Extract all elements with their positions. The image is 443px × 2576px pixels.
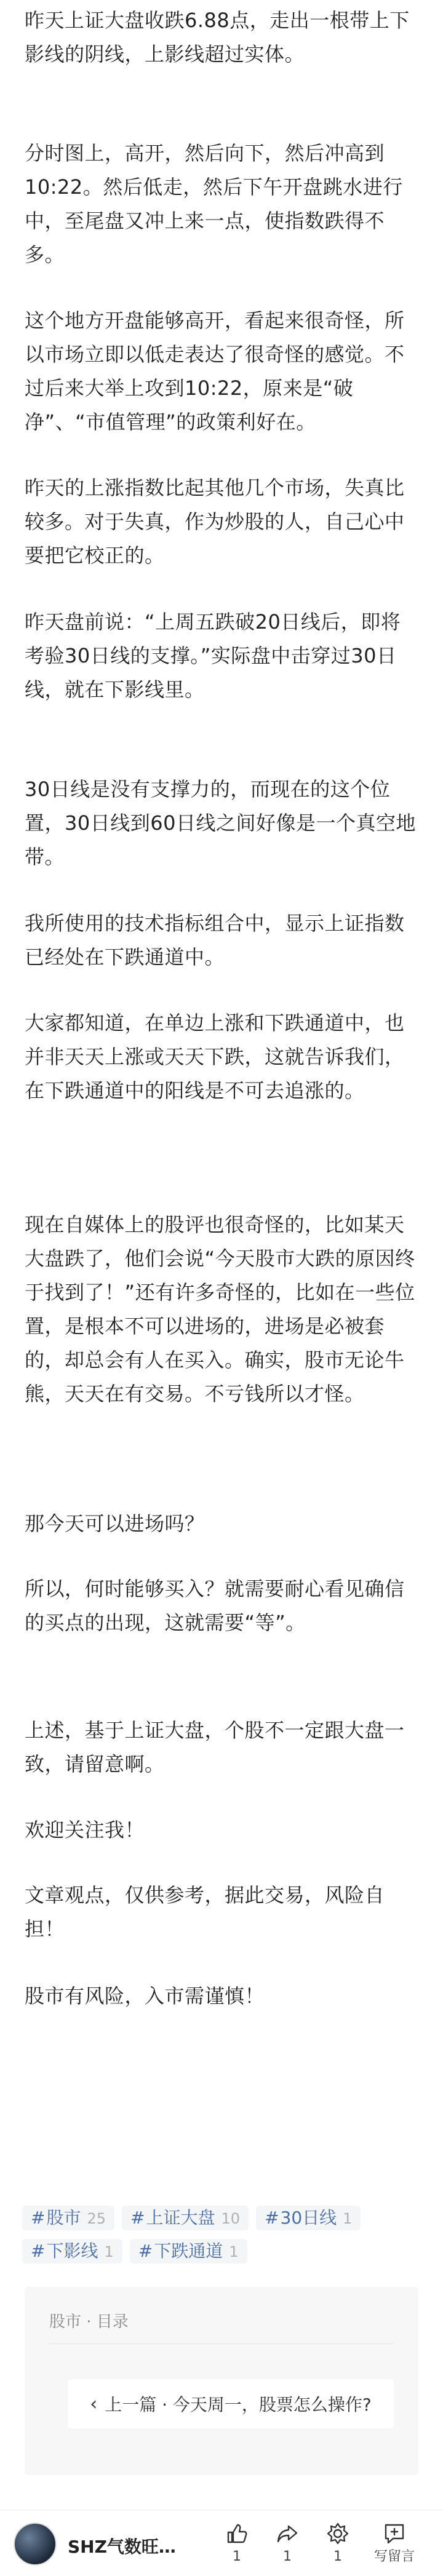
comment-icon	[382, 2521, 407, 2546]
tag-count: 1	[343, 2210, 353, 2227]
gift-button[interactable]	[316, 2521, 359, 2564]
paragraph: 所以，何时能够买入？就需要耐心看见确信的买点的出现，这就需要“等”。	[25, 1577, 405, 1634]
paragraph: 昨天盘前说：“上周五跌破20日线后，即将考验30日线的支撑。”实际盘中击穿过30日线，就在下影线里。	[25, 610, 401, 701]
tag-label: 上证大盘	[146, 2208, 215, 2228]
tag-chip[interactable]: # 下跌通道 1	[130, 2239, 247, 2264]
author-name[interactable]: SHZ气数旺…	[68, 2537, 176, 2557]
gift-icon	[325, 2521, 350, 2546]
avatar[interactable]	[14, 2522, 57, 2566]
paragraph: 我所使用的技术指标组合中，显示上证指数已经处在下跌通道中。	[25, 912, 405, 969]
paragraph: 上述，基于上证大盘，个股不一定跟大盘一致，请留意啊。	[25, 1719, 405, 1776]
tag-chip[interactable]: # 上证大盘 10	[122, 2206, 249, 2230]
previous-article-link[interactable]	[68, 2379, 394, 2428]
tag-count: 10	[221, 2210, 241, 2227]
previous-article-label: 上一篇 · 今天周一，股票怎么操作?	[105, 2395, 372, 2415]
paragraph: 这个地方开盘能够高开，看起来很奇怪，所以市场立即以低走表达了很奇怪的感觉。不过后来大举上攻到10:22，原来是“破净”、“市值管理”的政策利好在。	[25, 309, 405, 434]
comment-button[interactable]	[367, 2521, 422, 2564]
paragraph: 昨天上证大盘收跌6.88点，走出一根带上下影线的阴线，上影线超过实体。	[25, 9, 410, 66]
bottom-action-bar	[0, 2510, 443, 2576]
tag-label: 股市	[46, 2208, 81, 2228]
like-button[interactable]	[215, 2521, 258, 2564]
like-count: 1	[233, 2549, 241, 2564]
share-button[interactable]	[266, 2521, 309, 2564]
gift-count: 1	[333, 2549, 342, 2564]
chevron-left-icon: ‹	[90, 2393, 98, 2415]
tag-label: 30日线	[280, 2208, 337, 2228]
paragraph: 那今天可以进场吗？	[25, 1512, 205, 1535]
divider	[49, 2343, 394, 2344]
tag-chip[interactable]: # 30日线 1	[256, 2206, 361, 2230]
paragraph: 大家都知道，在单边上涨和下跌通道中，也并非天天上涨或天天下跌，这就告诉我们，在下跌通道中的阳线是不可去追涨的。	[25, 1011, 405, 1102]
series-toc	[25, 2287, 418, 2475]
tag-chip[interactable]: # 下影线 1	[22, 2239, 122, 2264]
share-icon	[275, 2521, 300, 2546]
paragraph: 现在自媒体上的股评也很奇怪的，比如某天大盘跌了，他们会说“今天股市大跌的原因终于找到了！”还有许多奇怪的，比如在一些位置，是根本不可以进场的，进场是必被套的，却总会有人在买入。确实，股市无论牛熊，天天在有交易。不亏钱所以才怪。	[25, 1213, 415, 1405]
tag-count: 1	[229, 2243, 239, 2260]
paragraph: 30日线是没有支撑力的，而现在的这个位置，30日线到60日线之间好像是一个真空地带。	[25, 777, 416, 869]
paragraph: 股市有风险，入市需谨慎！	[25, 1984, 265, 2008]
share-count: 1	[283, 2549, 292, 2564]
paragraph: 欢迎关注我！	[25, 1818, 145, 1842]
tag-count: 1	[104, 2243, 114, 2260]
paragraph: 分时图上，高开，然后向下，然后冲高到10:22。然后低走，然后下午开盘跳水进行中，至尾盘又冲上来一点，使指数跌得不多。	[25, 141, 403, 266]
paragraph: 文章观点，仅供参考，据此交易，风险自担！	[25, 1883, 385, 1941]
tag-list	[22, 2206, 422, 2272]
tag-label: 下影线	[46, 2241, 98, 2261]
tag-chip[interactable]: # 股市 25	[22, 2206, 114, 2230]
paragraph: 昨天的上涨指数比起其他几个市场，失真比较多。对于失真，作为炒股的人，自己心中要把它校正的。	[25, 476, 405, 567]
toc-header[interactable]: 股市 · 目录	[49, 2313, 129, 2331]
thumbs-up-icon	[225, 2521, 249, 2546]
tag-count: 25	[87, 2210, 106, 2227]
comment-label: 写留言	[373, 2549, 415, 2564]
tag-label: 下跌通道	[154, 2241, 223, 2261]
